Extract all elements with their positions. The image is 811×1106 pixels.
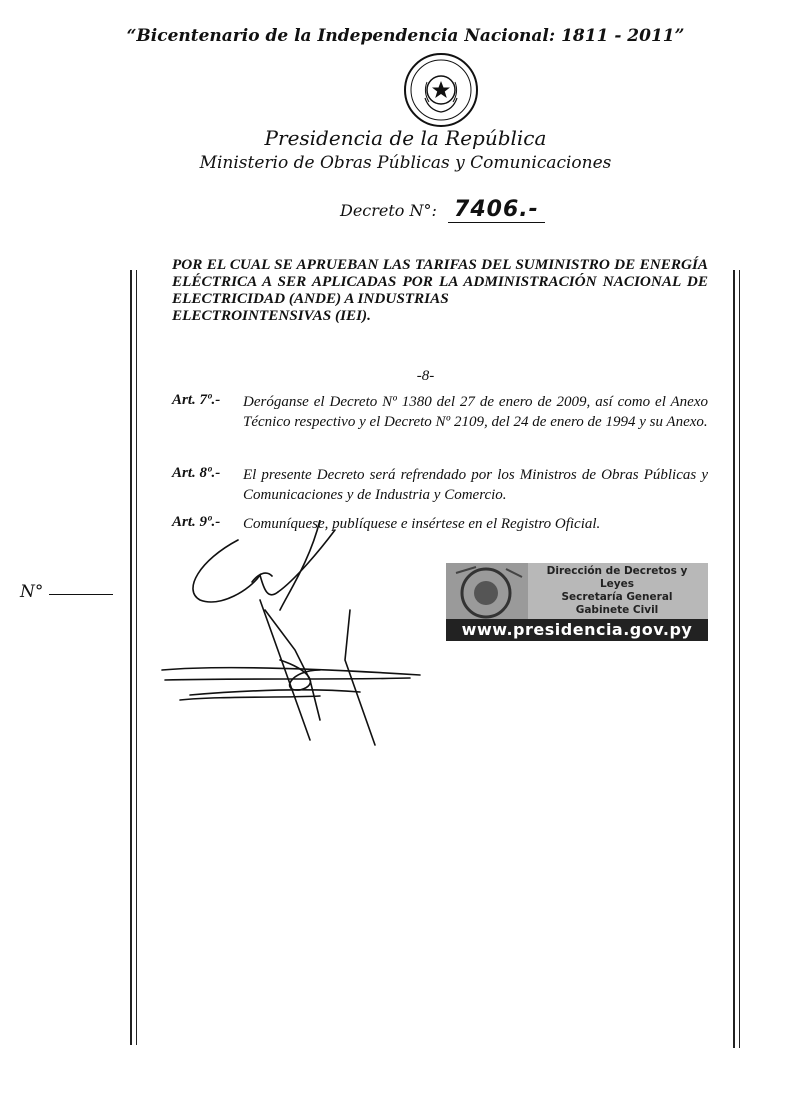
national-seal-icon — [403, 52, 479, 128]
stamp-url: www.presidencia.gov.py — [446, 619, 708, 641]
article-text: Deróganse el Decreto Nº 1380 del 27 de enero de 2009, así como el Anexo Técnico respectivo y el Decreto Nº 2109, del 24 de enero de 1994 y su Anexo. — [243, 394, 708, 430]
article-7 — [172, 392, 708, 432]
stamp-line-3: Gabinete Civil — [575, 604, 659, 616]
stamp-text — [530, 565, 704, 617]
official-stamp — [446, 563, 708, 641]
article-label: Art. 8º.- — [172, 465, 221, 481]
article-label: Art. 7º.- — [172, 392, 221, 408]
decree-number: 7406.- — [448, 197, 545, 223]
ministry-heading: Ministerio de Obras Públicas y Comunicaciones — [199, 153, 612, 173]
article-label: Art. 9º.- — [172, 514, 221, 530]
left-margin-rule — [130, 270, 132, 1045]
decree-title — [172, 256, 708, 324]
stamp-emblem-icon — [446, 563, 528, 619]
right-margin-rule-inner — [739, 270, 740, 1048]
decree-title-main: POR EL CUAL SE APRUEBAN LAS TARIFAS DEL SUMINISTRO DE ENERGÍA ELÉCTRICA A SER APLICADAS POR LA ADMINISTRACIÓN NACIONAL DE ELECTRICIDAD (ANDE) A INDUSTRIAS — [172, 256, 708, 307]
presidency-heading: Presidencia de la República — [264, 126, 547, 150]
article-text: Comuníquese, publíquese e insértese en el Registro Oficial. — [243, 516, 601, 532]
margin-number-blank — [49, 594, 113, 595]
decree-number-line — [340, 197, 545, 222]
stamp-line-1: Dirección de Decretos y Leyes — [546, 565, 688, 590]
margin-number-label: N° — [20, 582, 44, 602]
decree-label: Decreto N°: — [340, 201, 437, 220]
header-motto: “Bicentenario de la Independencia Nacional: 1811 - 2011” — [126, 26, 685, 46]
margin-number-field — [20, 582, 113, 602]
decree-title-last: ELECTROINTENSIVAS (IEI). — [172, 307, 371, 324]
page-number: -8- — [416, 368, 435, 384]
right-margin-rule — [733, 270, 735, 1048]
left-margin-rule-inner — [136, 270, 137, 1045]
article-text: El presente Decreto será refrendado por los Ministros de Obras Públicas y Comunicaciones y de Industria y Comercio. — [243, 467, 708, 503]
article-8 — [172, 465, 708, 505]
handwritten-signature — [160, 520, 440, 750]
stamp-line-2: Secretaría General — [561, 591, 673, 603]
